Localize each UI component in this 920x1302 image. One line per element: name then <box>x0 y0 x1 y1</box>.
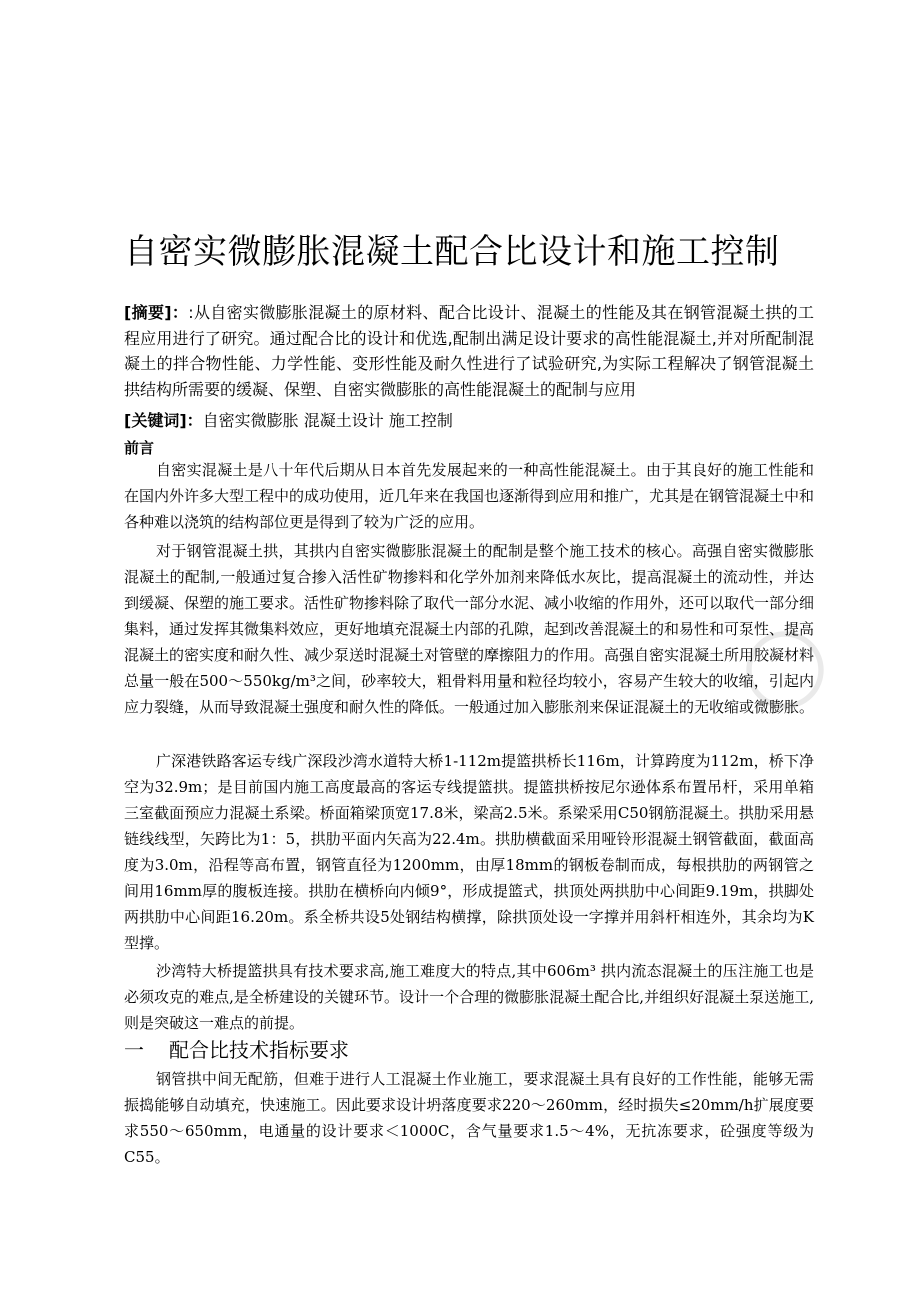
preface-heading: 前言 <box>124 439 155 457</box>
abstract-text: :从自密实微膨胀混凝土的原材料、配合比设计、混凝土的性能及其在钢管混凝土拱的工程应用进行了研究。通过配合比的设计和优选,配制出满足设计要求的高性能混凝土,并对所配制混凝土的拌合物性能、力学性能、变形性能及耐久性进行了试验研究,为实际工程解决了钢管混凝土拱结构所需要的缓凝、保塑、自密实微膨胀的高性能混凝土的配制与应用 <box>124 303 814 399</box>
preface-paragraph-2: 对于钢管混凝土拱，其拱内自密实微膨胀混凝土的配制是整个施工技术的核心。高强自密实微膨胀混凝土的配制,一般通过复合掺入活性矿物掺料和化学外加剂来降低水灰比，提高混凝土的流动性，并达到缓凝、保塑的施工要求。活性矿物掺料除了取代一部分水泥、减小收缩的作用外，还可以取代一部分细集料，通过发挥其微集料效应，更好地填充混凝土内部的孔隙，起到改善混凝土的和易性和可泵性、提高混凝土的密实度和耐久性、减少泵送时混凝土对管壁的摩擦阻力的作用。高强自密实混凝土所用胶凝材料总量一般在500～550kg/m³之间，砂率较大，粗骨料用量和粒径均较小，容易产生较大的收缩，引起内应力裂缝，从而导致混凝土强度和耐久性的降低。一般通过加入膨胀剂来保证混凝土的无收缩或微膨胀。 <box>124 542 815 716</box>
section-1-number: 一 <box>124 1038 144 1062</box>
keywords-label: [关键词]： <box>124 411 203 430</box>
section-1-title: 配合比技术指标要求 <box>169 1038 349 1062</box>
document-title: 自密实微膨胀混凝土配合比设计和施工控制 <box>124 232 780 272</box>
abstract-label: [摘要]： <box>124 303 189 322</box>
watermark-icon <box>740 625 830 715</box>
abstract-block <box>124 300 814 402</box>
section-1-heading <box>124 1036 349 1064</box>
section-1-paragraph: 钢管拱中间无配筋，但难于进行人工混凝土作业施工，要求混凝土具有良好的工作性能，能够无需振捣能够自动填充，快速施工。因此要求设计坍落度要求220～260mm，经时损失≤20mm/h扩展度要求550～650mm，电通量的设计要求＜1000C，含气量要求1.5～4%，无抗冻要求，砼强度等级为C55。 <box>124 1070 814 1166</box>
preface-paragraph-4: 沙湾特大桥提篮拱具有技术要求高,施工难度大的特点,其中606m³ 拱内流态混凝土的压注施工也是必须攻克的难点,是全桥建设的关键环节。设计一个合理的微膨胀混凝土配合比,并组织好混凝土泵送施工,则是突破这一难点的前提。 <box>124 962 814 1032</box>
preface-paragraph-1: 自密实混凝土是八十年代后期从日本首先发展起来的一种高性能混凝土。由于其良好的施工性能和在国内外许多大型工程中的成功使用，近几年来在我国也逐渐得到应用和推广，尤其是在钢管混凝土中和各种难以浇筑的结构部位更是得到了较为广泛的应用。 <box>124 461 815 531</box>
keywords-text: 自密实微膨胀 混凝土设计 施工控制 <box>202 411 453 430</box>
keywords-block <box>124 408 814 433</box>
preface-paragraph-3: 广深港铁路客运专线广深段沙湾水道特大桥1-112m提篮拱桥长116m，计算跨度为112m，桥下净空为32.9m；是目前国内施工高度最高的客运专线提篮拱。提篮拱桥按尼尔逊体系布置吊杆，采用单箱三室截面预应力混凝土系梁。桥面箱梁顶宽17.8米，梁高2.5米。系梁采用C50钢筋混凝土。拱肋采用悬链线线型，矢跨比为1：5，拱肋平面内矢高为22.4m。拱肋横截面采用哑铃形混凝土钢管截面，截面高度为3.0m，沿程等高布置，钢管直径为1200mm，由厚18mm的钢板卷制而成，每根拱肋的两钢管之间用16mm厚的腹板连接。拱肋在横桥向内倾9°，形成提篮式，拱顶处两拱肋中心间距9.19m，拱脚处两拱肋中心间距16.20m。系全桥共设5处钢结构横撑，除拱顶处设一字撑并用斜杆相连外，其余均为K型撑。 <box>124 752 814 952</box>
